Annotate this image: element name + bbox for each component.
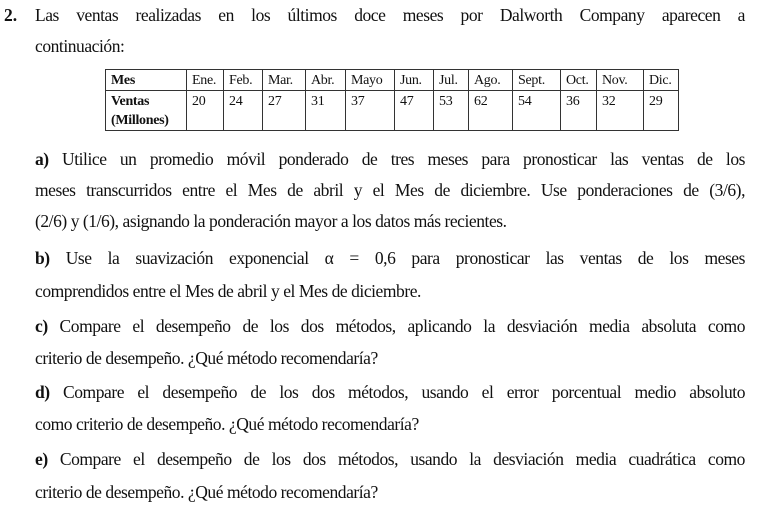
- table-cell: Feb.: [224, 70, 263, 91]
- part-text: Utilice un promedio móvil ponderado de tres meses para pronosticar las ventas de los: [62, 149, 745, 169]
- part-text: Compare el desempeño de los dos métodos, usando la desviación media cuadrática como: [59, 449, 745, 469]
- table-cell: 24: [224, 91, 263, 131]
- table-cell: Mayo: [346, 70, 395, 91]
- part-text: Compare el desempeño de los dos métodos, aplicando la desviación media absoluta como: [59, 316, 745, 336]
- table-cell: 47: [395, 91, 434, 131]
- table-header-units: (Millones): [111, 113, 169, 128]
- part-label: e): [35, 449, 48, 469]
- table-cell: Mar.: [263, 70, 306, 91]
- part-label: b): [35, 248, 50, 268]
- part-label: a): [35, 149, 49, 169]
- table-cell: Dic.: [644, 70, 679, 91]
- part-label: c): [35, 316, 48, 336]
- part-c-line: criterio de desempeño. ¿Qué método recomendaría?: [35, 348, 378, 368]
- table-cell: 37: [346, 91, 395, 131]
- table-header-month: Mes: [111, 73, 135, 88]
- part-text: Use la suavización exponencial α = 0,6 para pronosticar las ventas de los meses: [65, 248, 745, 268]
- sales-table: [105, 69, 679, 131]
- table-cell: 27: [263, 91, 306, 131]
- part-b-line: [35, 248, 745, 268]
- part-a-line: [35, 149, 745, 169]
- part-e-line: [35, 449, 745, 469]
- table-row: [106, 70, 679, 91]
- table-cell: 32: [597, 91, 644, 131]
- part-d-line: como criterio de desempeño. ¿Qué método recomendaría?: [35, 414, 419, 434]
- table-cell: Ago.: [469, 70, 513, 91]
- question-number: 2.: [4, 5, 18, 25]
- table-cell: 54: [513, 91, 561, 131]
- table-cell: Abr.: [306, 70, 346, 91]
- table-cell: Oct.: [561, 70, 597, 91]
- part-a-line: (2/6) y (1/6), asignando la ponderación mayor a los datos más recientes.: [35, 211, 507, 231]
- part-c-line: [35, 316, 745, 336]
- part-b-line: comprendidos entre el Mes de abril y el Mes de diciembre.: [35, 281, 421, 301]
- table-cell: 20: [187, 91, 224, 131]
- table-cell: 62: [469, 91, 513, 131]
- table-cell: Ene.: [187, 70, 224, 91]
- intro-line: Las ventas realizadas en los últimos doce meses por Dalworth Company aparecen a: [35, 5, 745, 25]
- table-cell: Sept.: [513, 70, 561, 91]
- table-cell: Jul.: [434, 70, 469, 91]
- table-row: [106, 91, 679, 131]
- table-header-sales: Ventas: [111, 94, 150, 109]
- table-cell: 29: [644, 91, 679, 131]
- table-cell: 53: [434, 91, 469, 131]
- part-e-line: criterio de desempeño. ¿Qué método recomendaría?: [35, 482, 378, 502]
- intro-line: continuación:: [35, 36, 125, 56]
- table-cell: 31: [306, 91, 346, 131]
- part-a-line: meses transcurridos entre el Mes de abril y el Mes de diciembre. Use ponderaciones de (3/6),: [35, 180, 745, 200]
- table-cell: Nov.: [597, 70, 644, 91]
- part-text: Compare el desempeño de los dos métodos, usando el error porcentual medio absoluto: [63, 382, 745, 402]
- table-cell: 36: [561, 91, 597, 131]
- part-d-line: [35, 382, 745, 402]
- part-label: d): [35, 382, 50, 402]
- table-cell: Jun.: [395, 70, 434, 91]
